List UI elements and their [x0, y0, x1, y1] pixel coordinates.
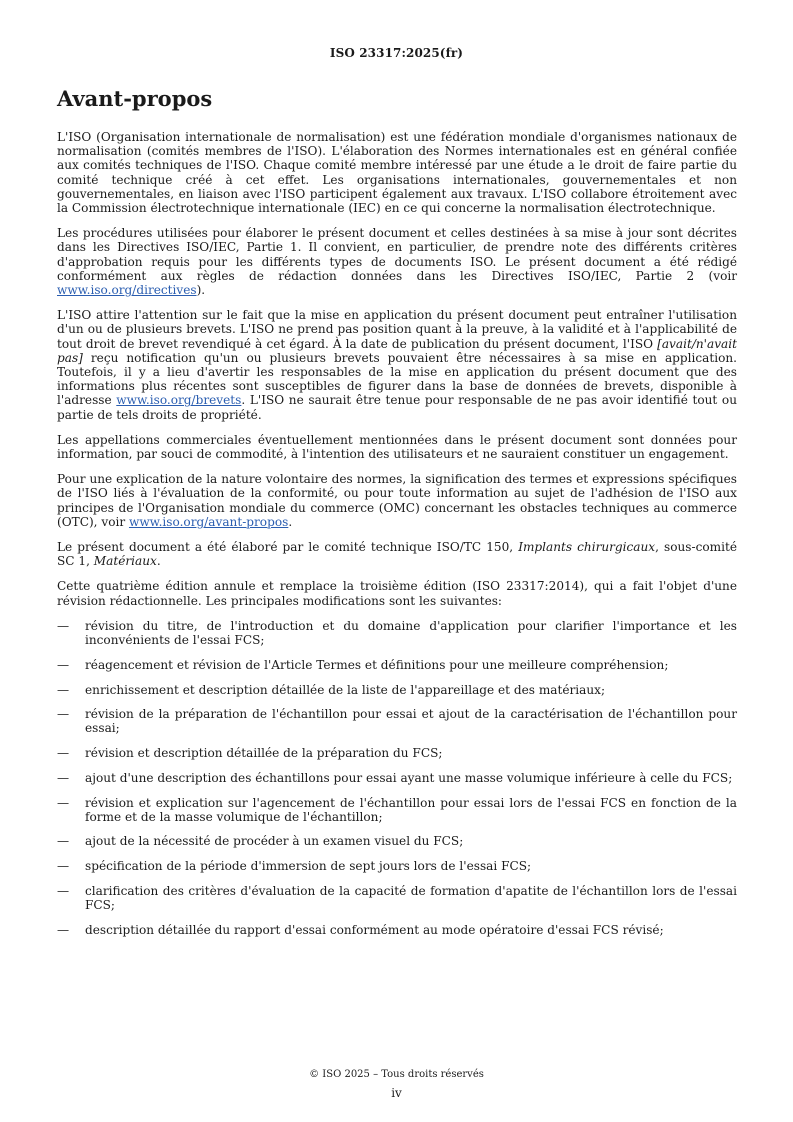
page-title: Avant-propos: [57, 86, 213, 111]
dash-bullet: —: [57, 770, 70, 785]
paragraph-patents: [57, 308, 737, 422]
list-item: [57, 834, 737, 848]
list-item: [57, 619, 737, 647]
paragraph-procedures-end: ).: [196, 283, 206, 298]
paragraph-patents-italic: [avait/n'avait pas]: [57, 336, 737, 365]
paragraph-committee-text-c: .: [156, 554, 161, 569]
paragraph-patents-text-b: reçu notification qu'un ou plusieurs brevets pouvaient être nécessaires à sa mise en application. Toutefois, il y a lieu d'avertir les responsables de la mise en application du présent document que des informations plus récentes sont susceptibles de figurer dans la base de données de brevets, disponible à l'adresse: [57, 350, 737, 408]
dash-bullet: —: [57, 834, 70, 849]
dash-bullet: —: [57, 746, 70, 761]
paragraph-voluntary-end: .: [288, 514, 293, 529]
copyright-footer: © ISO 2025 – Tous droits réservés: [309, 1069, 484, 1080]
paragraph-iso-intro: L'ISO (Organisation internationale de normalisation) est une fédération mondiale d'organismes nationaux de normalisation (comités membres de l'ISO). L'élaboration des Normes internationales est en général confiée aux comités techniques de l'ISO. Chaque comité membre intéressé par une étude a le droit de faire partie du comité technique créé à cet effet. Les organisations internationales, gouvernementales et non gouvernementales, en liaison avec l'ISO participent également aux travaux. L'ISO collabore étroitement avec la Commission électrotechnique internationale (IEC) en ce qui concerne la normalisation électrotechnique.: [57, 130, 737, 216]
list-item: [57, 923, 737, 937]
paragraph-committee: [57, 540, 737, 568]
dash-bullet: —: [57, 618, 70, 633]
list-item-text: description détaillée du rapport d'essai conformément au mode opératoire d'essai FCS révisé;: [85, 922, 664, 937]
list-item: [57, 884, 737, 912]
list-item-text: révision et explication sur l'agencement de l'échantillon pour essai lors de l'essai FCS en fonction de la forme et de la masse volumique de l'échantillon;: [85, 795, 737, 824]
directives-link[interactable]: www.iso.org/directives: [57, 283, 197, 298]
list-item-text: clarification des critères d'évaluation de la capacité de formation d'apatite de l'échantillon lors de l'essai FCS;: [85, 883, 737, 913]
document-header: ISO 23317:2025(fr): [329, 46, 464, 60]
list-item: [57, 859, 737, 873]
list-item-text: réagencement et révision de l'Article Termes et définitions pour une meilleure compréhension;: [85, 657, 669, 672]
dash-bullet: —: [57, 682, 70, 697]
dash-bullet: —: [57, 859, 70, 874]
page-number: iv: [391, 1086, 402, 1100]
paragraph-committee-text-a: Le présent document a été élaboré par le comité technique ISO/TC 150,: [57, 540, 519, 555]
brevets-link[interactable]: www.iso.org/brevets: [116, 393, 242, 408]
list-item-text: révision du titre, de l'introduction et du domaine d'application pour clarifier l'importance et les inconvénients de l'essai FCS;: [85, 618, 737, 648]
dash-bullet: —: [57, 795, 70, 810]
document-body: [57, 130, 737, 947]
list-item: [57, 683, 737, 697]
list-item-text: révision et description détaillée de la préparation du FCS;: [85, 746, 443, 761]
avant-propos-link[interactable]: www.iso.org/avant-propos: [128, 514, 289, 529]
list-item: [57, 796, 737, 824]
paragraph-procedures-text: Les procédures utilisées pour élaborer le présent document et celles destinées à sa mise à jour sont décrites dans les Directives ISO/IEC, Partie 1. Il convient, en particulier, de prendre note des différents critères d'approbation requis pour les différents types de documents ISO. Le présent document a été rédigé conformément aux règles de rédaction données dans les Directives ISO/IEC, Partie 2 (voir: [57, 226, 737, 283]
paragraph-voluntary-text: Pour une explication de la nature volontaire des normes, la signification des termes et expressions spécifiques de l'ISO liés à l'évaluation de la conformité, ou pour toute information au sujet de l'adhésion de l'ISO aux principes de l'Organisation mondiale du commerce (OMC) concernant les obstacles techniques au commerce (OTC), voir: [57, 472, 737, 529]
list-item-text: ajout de la nécessité de procéder à un examen visuel du FCS;: [85, 834, 464, 849]
paragraph-trade-names: Les appellations commerciales éventuellement mentionnées dans le présent document sont données pour information, par souci de commodité, à l'intention des utilisateurs et ne sauraient constituer un engagement.: [57, 432, 737, 462]
dash-bullet: —: [57, 922, 70, 937]
committee-name-italic: Implants chirurgicaux: [518, 540, 656, 555]
list-item-text: ajout d'une description des échantillons pour essai ayant une masse volumique inférieure à celle du FCS;: [85, 770, 733, 785]
paragraph-procedures: [57, 226, 737, 297]
list-item: [57, 771, 737, 785]
list-item-text: spécification de la période d'immersion de sept jours lors de l'essai FCS;: [85, 859, 532, 874]
paragraph-voluntary-nature: [57, 472, 737, 529]
paragraph-committee-text-b: , sous-comité SC 1,: [57, 540, 738, 569]
list-item: [57, 746, 737, 760]
dash-bullet: —: [57, 657, 70, 672]
list-item: [57, 707, 737, 735]
changes-list: [57, 619, 737, 937]
subcommittee-name-italic: Matériaux: [93, 554, 157, 569]
list-item-text: enrichissement et description détaillée de la liste de l'appareillage et des matériaux;: [85, 682, 606, 697]
paragraph-patents-text-c: . L'ISO ne saurait être tenue pour responsable de ne pas avoir identifié tout ou partie de tels droits de propriété.: [57, 393, 737, 422]
paragraph-edition: Cette quatrième édition annule et remplace la troisième édition (ISO 23317:2014), qui a fait l'objet d'une révision rédactionnelle. Les principales modifications sont les suivantes:: [57, 579, 737, 608]
list-item: [57, 658, 737, 672]
dash-bullet: —: [57, 883, 70, 898]
list-item-text: révision de la préparation de l'échantillon pour essai et ajout de la caractérisation de l'échantillon pour essai;: [85, 707, 737, 736]
paragraph-patents-text-a: L'ISO attire l'attention sur le fait que la mise en application du présent document peut entraîner l'utilisation d'un ou de plusieurs brevets. L'ISO ne prend pas position quant à la preuve, à la validité et à l'applicabilité de tout droit de brevet revendiqué à cet égard. À la date de publication du présent document, l'ISO: [57, 308, 737, 351]
dash-bullet: —: [57, 707, 70, 722]
